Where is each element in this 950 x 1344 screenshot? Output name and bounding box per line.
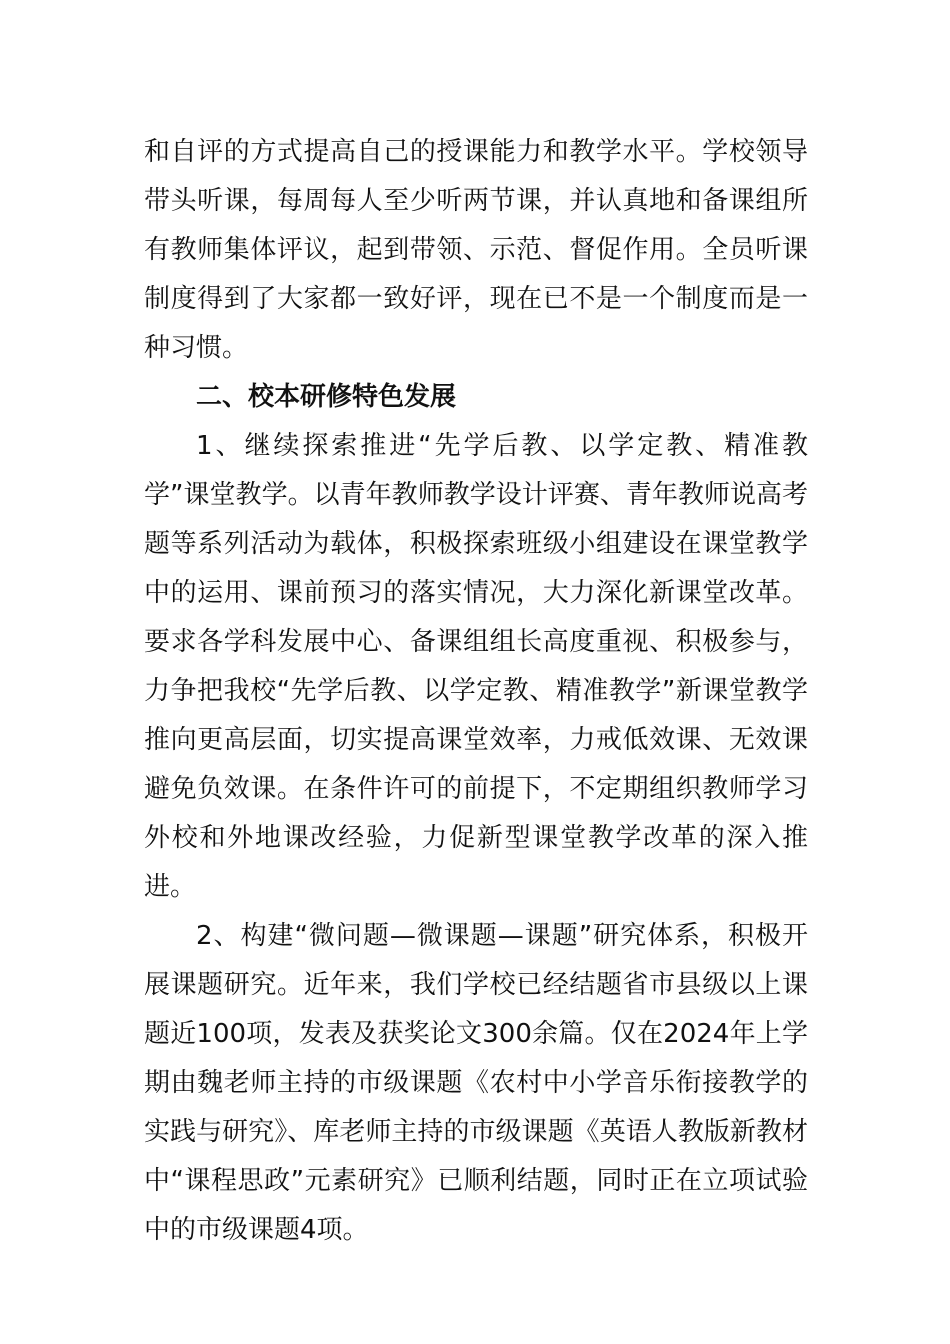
paragraph-listening-system: 和自评的方式提高自己的授课能力和教学水平。学校领导带头听课，每周每人至少听两节课，并认真地和备课组所有教师集体评议，起到带领、示范、督促作用。全员听课制度得到了大家都一致好评，现在已不是一个制度而是一种习惯。 <box>144 137 808 363</box>
section-heading: 二、校本研修特色发展 <box>196 382 457 412</box>
paragraph-classroom-reform: 1、继续探索推进“先学后教、以学定教、精准教学”课堂教学。以青年教师教学设计评赛、青年教师说高考题等系列活动为载体，积极探索班级小组建设在课堂教学中的运用、课前预习的落实情况，大力深化新课堂改革。要求各学科发展中心、备课组组长高度重视、积极参与，力争把我校“先学后教、以学定教、精准教学”新课堂教学推向更高层面，切实提高课堂效率，力戒低效课、无效课避免负效课。在条件许可的前提下，不定期组织教师学习外校和外地课改经验，力促新型课堂教学改革的深入推进。 <box>144 431 808 902</box>
document-body <box>144 128 808 1255</box>
paragraph-research-system: 2、构建“微问题—微课题—课题”研究体系，积极开展课题研究。近年来，我们学校已经结题省市县级以上课题近100项，发表及获奖论文300余篇。仅在2024年上学期由魏老师主持的市级课题《农村中小学音乐衔接教学的实践与研究》、库老师主持的市级课题《英语人教版新教材中“课程思政”元素研究》已顺利结题，同时正在立项试验中的市级课题4项。 <box>144 921 808 1245</box>
